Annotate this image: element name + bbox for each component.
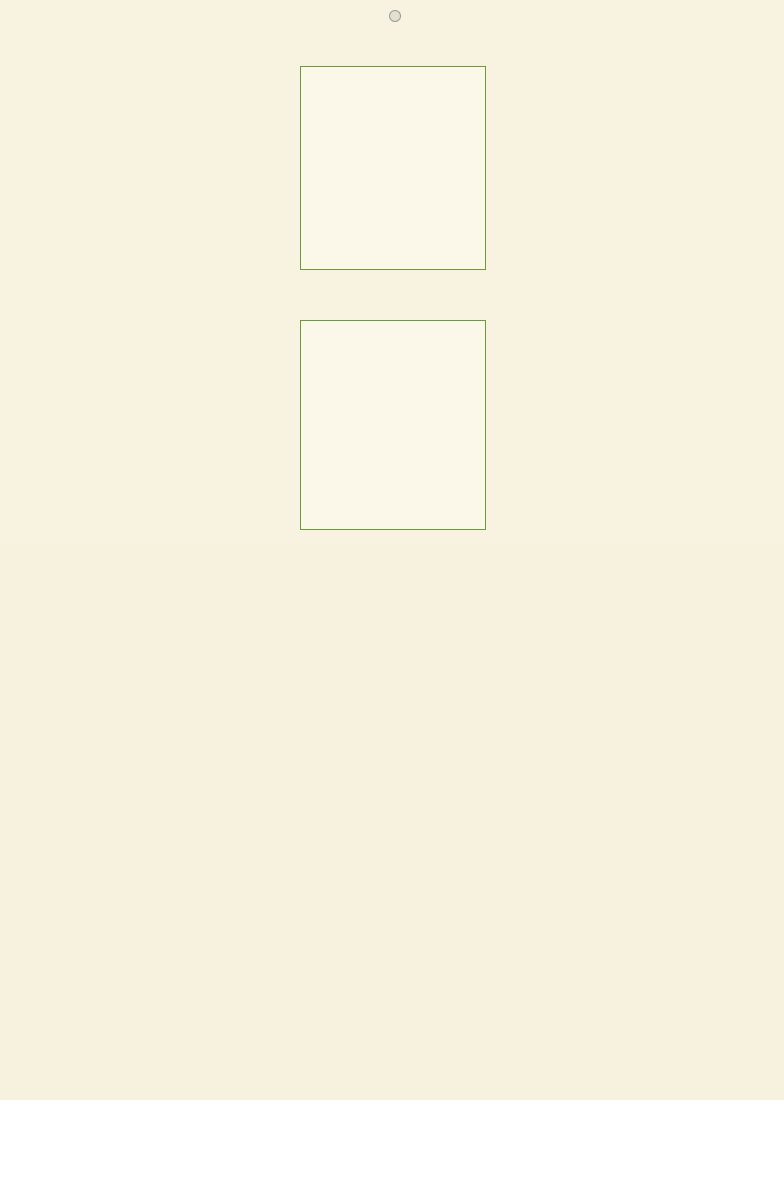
hanging-hole (389, 10, 401, 22)
advertising-space (0, 1100, 784, 1200)
holidays-2026-box (300, 66, 486, 270)
holidays-2027-box (300, 320, 486, 530)
planner-grid (11, 576, 771, 1101)
top-section (0, 0, 784, 545)
spiral-binding (0, 546, 784, 576)
